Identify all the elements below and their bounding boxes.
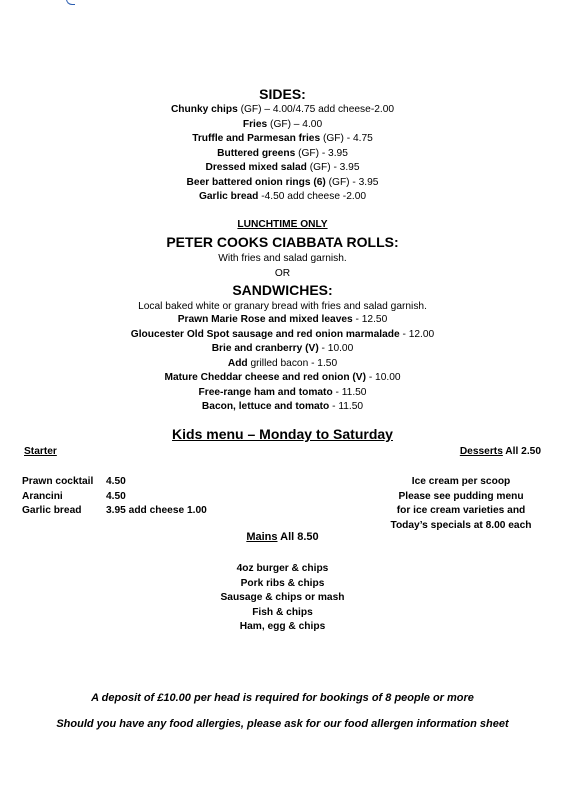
- desserts-lines: [380, 475, 542, 533]
- sandwich-item: [0, 342, 565, 357]
- side-item-name: Dressed mixed salad: [205, 162, 307, 173]
- lunchtime-only-label: LUNCHTIME ONLY: [237, 219, 328, 230]
- side-item-name: Fries: [242, 118, 268, 130]
- ciabatta-heading: PETER COOKS CIABBATA ROLLS:: [166, 234, 399, 250]
- sandwich-item: [0, 357, 565, 372]
- side-item-name: Garlic bread: [198, 191, 259, 202]
- dessert-line: Today’s specials at 8.00 each: [390, 519, 532, 531]
- corner-mark: [66, 0, 75, 5]
- side-item: [0, 161, 565, 176]
- starter-heading: Starter: [24, 446, 57, 457]
- dessert-line: for ice cream varieties and: [396, 505, 526, 516]
- mains-heading: Mains All 8.50: [246, 531, 319, 543]
- side-item-detail: (GF) - 4.75: [320, 133, 373, 144]
- sandwich-item: [0, 313, 565, 328]
- sandwich-item-name: Mature Cheddar cheese and red onion (V): [164, 372, 366, 383]
- sandwich-item-name: Gloucester Old Spot sausage and red onion marmalade: [130, 328, 400, 340]
- side-item: [0, 118, 565, 133]
- side-item-detail: (GF) - 3.95: [325, 176, 379, 188]
- sandwich-item-name: Prawn Marie Rose and mixed leaves: [177, 314, 353, 325]
- side-item-name: Buttered greens: [217, 147, 296, 159]
- sandwich-item-detail: - 11.50: [332, 386, 367, 398]
- side-item-detail: -4.50 add cheese -2.00: [258, 191, 367, 202]
- starter-item-price: 4.50: [106, 476, 126, 487]
- side-item-name: Beer battered onion rings (6): [186, 176, 326, 188]
- mains-item: Ham, egg & chips: [239, 621, 326, 632]
- starter-item-price: 4.50: [106, 490, 126, 502]
- sandwich-item-detail: - 11.50: [329, 401, 364, 412]
- mains-item: 4oz burger & chips: [236, 563, 329, 574]
- sandwiches-list: [0, 313, 565, 415]
- sides-list: [0, 103, 565, 205]
- side-item: [0, 132, 565, 147]
- sandwich-item-detail: - 10.00: [365, 372, 401, 383]
- sandwich-item-name: Add: [227, 357, 248, 369]
- side-item: [0, 190, 565, 205]
- starter-item-name: Arancini: [22, 490, 63, 502]
- mains-item: Pork ribs & chips: [240, 577, 325, 589]
- dessert-line: Ice cream per scoop: [411, 476, 511, 487]
- starter-item-price: 3.95 add cheese 1.00: [106, 505, 207, 516]
- mains-item: Fish & chips: [252, 606, 313, 618]
- side-item-name: Chunky chips: [170, 104, 238, 115]
- kids-menu-title: Kids menu – Monday to Saturday: [172, 426, 393, 442]
- desserts-heading: Desserts All 2.50: [459, 446, 541, 457]
- starter-item-name: Prawn cocktail: [22, 476, 94, 487]
- sandwich-item-name: Bacon, lettuce and tomato: [201, 401, 330, 412]
- sandwich-item: [0, 386, 565, 401]
- sandwich-item: [0, 371, 565, 386]
- sandwiches-note: Local baked white or granary bread with fries and salad garnish.: [138, 301, 427, 312]
- sandwich-item-detail: - 12.50: [352, 314, 388, 325]
- ciabatta-note: With fries and salad garnish.: [218, 253, 347, 264]
- sandwich-item-detail: grilled bacon - 1.50: [247, 357, 338, 369]
- side-item-detail: (GF) - 3.95: [295, 147, 348, 159]
- sandwich-item: [0, 328, 565, 343]
- allergy-note: Should you have any food allergies, please ask for our food allergen information sheet: [56, 718, 509, 730]
- sandwich-item-detail: - 12.00: [399, 328, 435, 340]
- sides-heading: SIDES:: [259, 86, 306, 102]
- sandwich-item-name: Free-range ham and tomato: [198, 386, 333, 398]
- side-item-detail: (GF) – 4.00: [267, 118, 323, 130]
- dessert-line: Please see pudding menu: [398, 490, 524, 502]
- sandwich-item: [0, 400, 565, 415]
- or-label: OR: [274, 268, 291, 279]
- deposit-note: A deposit of £10.00 per head is required for bookings of 8 people or more: [91, 692, 474, 704]
- sandwich-item-name: Brie and cranberry (V): [211, 343, 319, 354]
- side-item: [0, 147, 565, 162]
- side-item: [0, 176, 565, 191]
- side-item-name: Truffle and Parmesan fries: [192, 133, 321, 144]
- starter-prices: [106, 475, 207, 519]
- mains-list: [0, 562, 565, 635]
- starter-names: [22, 475, 93, 519]
- side-item-detail: (GF) – 4.00/4.75 add cheese-2.00: [237, 104, 395, 115]
- side-item: [0, 103, 565, 118]
- mains-item: Sausage & chips or mash: [220, 592, 345, 603]
- sandwich-item-detail: - 10.00: [318, 343, 354, 354]
- sandwiches-heading: SANDWICHES:: [232, 282, 333, 298]
- starter-item-name: Garlic bread: [22, 505, 82, 516]
- side-item-detail: (GF) - 3.95: [306, 162, 360, 173]
